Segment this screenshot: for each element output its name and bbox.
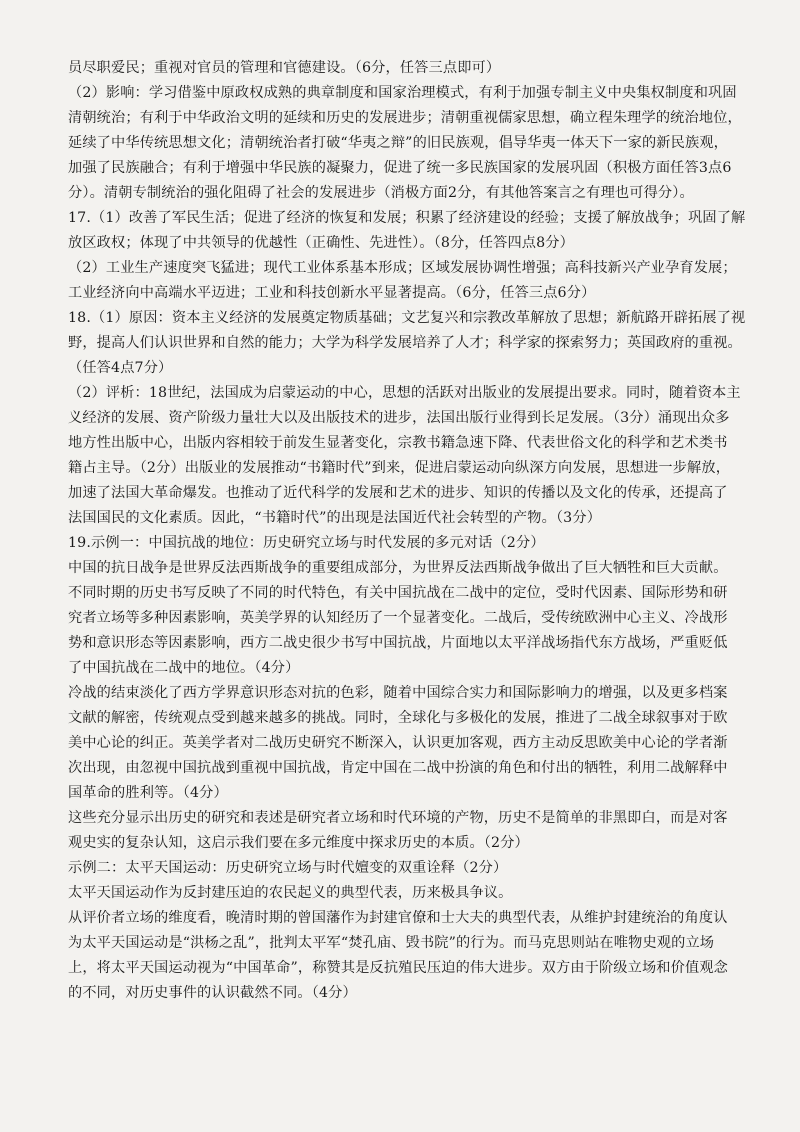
text-line: 观史实的复杂认知，这启示我们要在多元维度中探求历史的本质。（2分） (68, 835, 529, 851)
text-line: （2）工业生产速度突飞猛进；现代工业体系基本形成；区域发展协调性增强；高科技新兴产业孕育发展； (68, 260, 737, 276)
text-line: 示例二：太平天国运动：历史研究立场与时代嬗变的双重诠释（2分） (68, 860, 508, 876)
text-line: 势和意识形态等因素影响，西方二战史很少书写中国抗战，片面地以太平洋战场指代东方战场，严重贬低 (68, 635, 728, 651)
text-line: 籍占主导。（2分）出版业的发展推动“书籍时代”到来，促进启蒙运动向纵深方向发展，思想进一步解放， (68, 460, 731, 476)
text-line: 清朝统治；有利于中华政治文明的延续和历史的发展进步；清朝重视儒家思想，确立程朱理学的统治地位， (68, 110, 742, 126)
text-line: 上，将太平天国运动视为“中国革命”，称赞其是反抗殖民压迫的伟大进步。双方由于阶级立场和价值观念 (68, 960, 728, 976)
text-line: 次出现，由忽视中国抗战到重视中国抗战，肯定中国在二战中扮演的角色和付出的牺牲，利用二战解释中 (68, 760, 728, 776)
text-line: 究者立场等多种因素影响，英美学界的认知经历了一个显著变化。二战后，受传统欧洲中心主义、冷战形 (68, 610, 728, 626)
text-line: 18.（1）原因：资本主义经济的发展奠定物质基础；文艺复兴和宗教改革解放了思想；新航路开辟拓展了视 (68, 310, 746, 326)
text-line: 延续了中华传统思想文化；清朝统治者打破“华夷之辩”的旧民族观，倡导华夷一体天下一家的新民族观， (68, 135, 728, 151)
text-line: 分）。清朝专制统治的强化阻碍了社会的发展进步（消极方面2分，有其他答案言之有理也可得分）。 (68, 185, 694, 201)
text-line: 的不同，对历史事件的认识截然不同。（4分） (68, 985, 357, 1001)
text-line: 17.（1）改善了军民生活；促进了经济的恢复和发展；积累了经济建设的经验；支援了解放战争；巩固了解 (68, 210, 746, 226)
text-line: 放区政权；体现了中共领导的优越性（正确性、先进性）。（8分，任答四点8分） (68, 235, 574, 251)
text-line: 从评价者立场的维度看，晚清时期的曾国藩作为封建官僚和士大夫的典型代表，从维护封建统治的角度认 (68, 910, 728, 926)
text-line: 不同时期的历史书写反映了不同的时代特色，有关中国抗战在二战中的定位，受时代因素、国际形势和研 (68, 585, 728, 601)
text-line: 美中心论的纠正。英美学者对二战历史研究不断深入，认识更加客观，西方主动反思欧美中心论的学者渐 (68, 735, 728, 751)
text-line: 19.示例一：中国抗战的地位：历史研究立场与时代发展的多元对话（2分） (68, 535, 545, 551)
text-line: 地方性出版中心，出版内容相较于前发生显著变化，宗教书籍急速下降、代表世俗文化的科学和艺术类书 (68, 435, 728, 451)
text-line: （任答4点7分） (68, 360, 173, 376)
text-line: 冷战的结束淡化了西方学界意识形态对抗的色彩，随着中国综合实力和国际影响力的增强，以及更多档案 (68, 685, 728, 701)
text-line: 这些充分显示出历史的研究和表述是研究者立场和时代环境的产物，历史不是简单的非黑即白，而是对客 (68, 810, 728, 826)
text-line: （2）影响：学习借鉴中原政权成熟的典章制度和国家治理模式，有利于加强专制主义中央集权制度和巩固 (68, 85, 737, 101)
text-line: 为太平天国运动是“洪杨之乱”，批判太平军“焚孔庙、毁书院”的行为。而马克思则站在唯物史观的立场 (68, 935, 715, 951)
text-line: 加速了法国大革命爆发。也推动了近代科学的发展和艺术的进步、知识的传播以及文化的传承，还提高了 (68, 485, 728, 501)
text-line: （2）评析：18世纪，法国成为启蒙运动的中心，思想的活跃对出版业的发展提出要求。同时，随着资本主 (68, 385, 741, 401)
text-line: 太平天国运动作为反封建压迫的农民起义的典型代表，历来极具争议。 (68, 885, 513, 901)
text-line: 野，提高人们认识世界和自然的能力；大学为科学发展培养了人才；科学家的探索努力；英国政府的重视。 (68, 335, 742, 351)
text-line: 文献的解密，传统观点受到越来越多的挑战。同时，全球化与多极化的发展，推进了二战全球叙事对于欧 (68, 710, 728, 726)
text-line: 中国的抗日战争是世界反法西斯战争的重要组成部分，为世界反法西斯战争做出了巨大牺牲和巨大贡献。 (68, 560, 728, 576)
text-line: 国革命的胜利等。（4分） (68, 785, 228, 801)
text-line: 法国国民的文化素质。因此，“书籍时代”的出现是法国近代社会转型的产物。（3分） (68, 510, 602, 526)
text-line: 了中国抗战在二战中的地位。（4分） (68, 660, 300, 676)
text-line: 工业经济向中高端水平迈进；工业和科技创新水平显著提高。（6分，任答三点6分） (68, 285, 596, 301)
text-line: 员尽职爱民；重视对官员的管理和官德建设。（6分，任答三点即可） (68, 60, 501, 76)
text-line: 义经济的发展、资产阶级力量壮大以及出版技术的进步，法国出版行业得到长足发展。（3分）涌现出众多 (68, 410, 730, 426)
text-line: 加强了民族融合；有利于增强中华民族的凝聚力，促进了统一多民族国家的发展巩固（积极方面任答3点6 (68, 160, 732, 176)
